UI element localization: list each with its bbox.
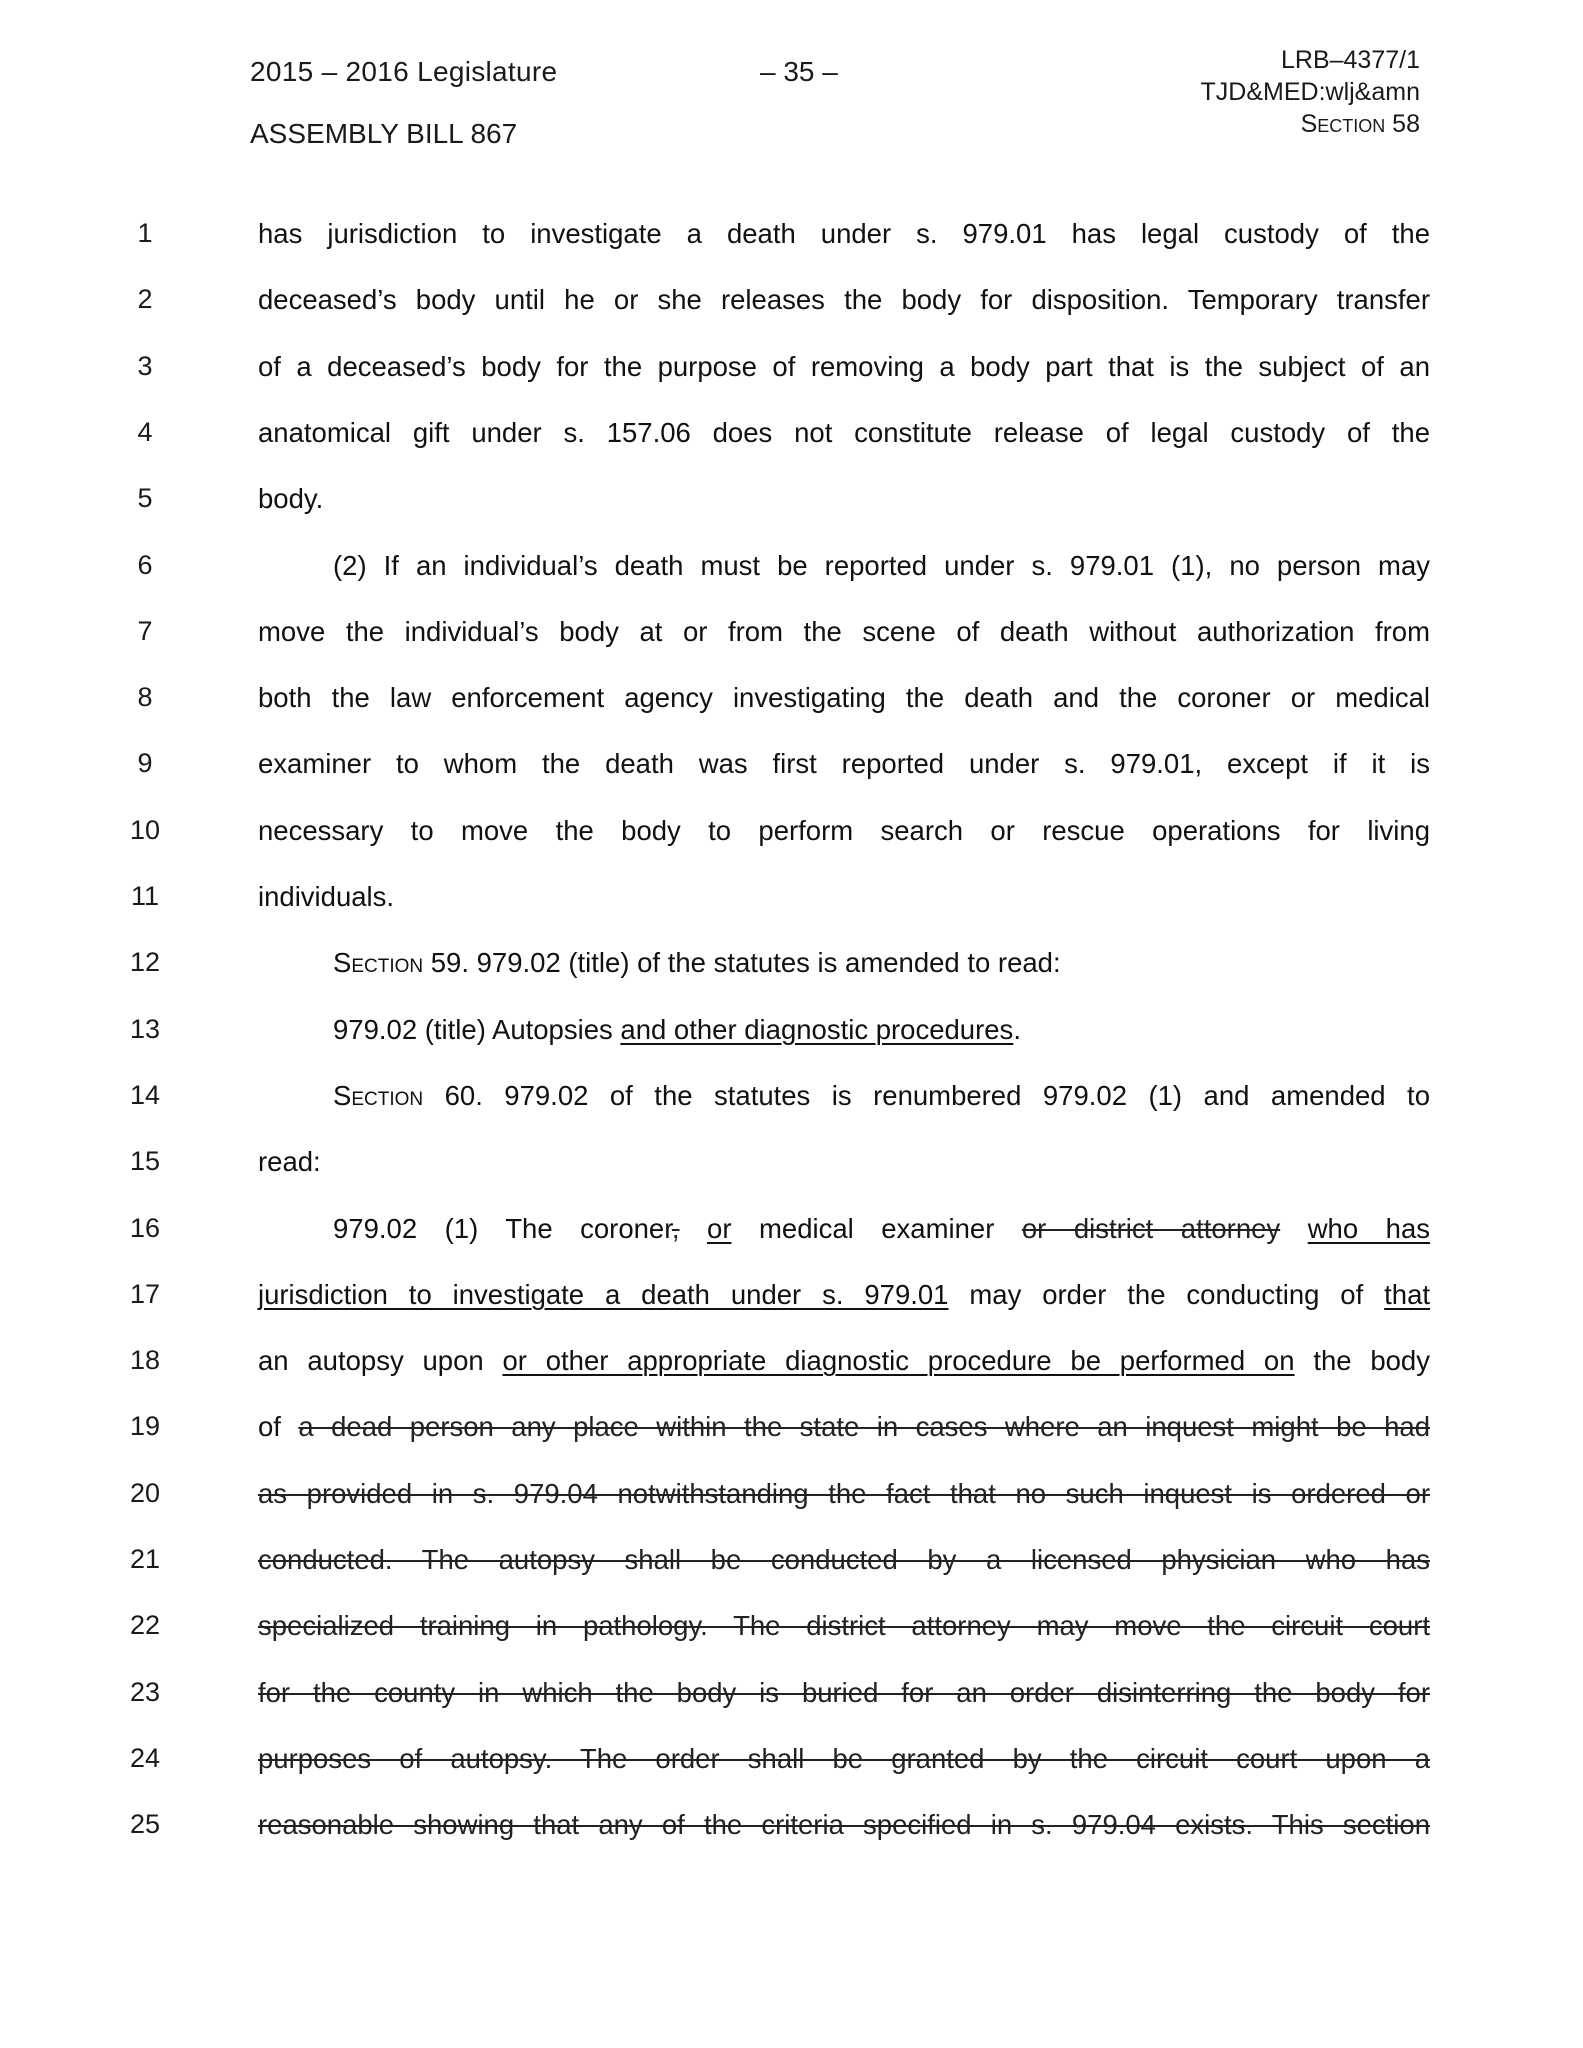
text-run: medical examiner xyxy=(731,1212,1022,1244)
bill-line xyxy=(0,815,1583,855)
line-number: 13 xyxy=(129,1013,161,1044)
line-number: 6 xyxy=(137,549,153,580)
text-run: . xyxy=(1013,1013,1021,1045)
inserted-text: that xyxy=(1384,1278,1431,1310)
deleted-text: , xyxy=(671,1212,680,1244)
line-text xyxy=(258,682,1430,714)
bill-line xyxy=(0,616,1583,656)
line-text xyxy=(258,1146,1430,1178)
text-run: 979.02 (1) The coroner xyxy=(333,1212,672,1244)
bill-line xyxy=(0,1677,1583,1717)
page-number: – 35 – xyxy=(760,56,838,87)
bill-line xyxy=(0,1014,1583,1054)
text-run: deceased’s body until he or she releases the body for disposition. Temporary transfer xyxy=(258,284,1430,316)
text-run: of a deceased’s body for the purpose of removing a body part that is the subject of an xyxy=(258,350,1430,382)
line-text xyxy=(258,1279,1430,1311)
text-run: of xyxy=(258,1411,299,1443)
bill-line xyxy=(0,1080,1583,1120)
line-text xyxy=(333,1213,1430,1245)
bill-line xyxy=(0,1478,1583,1518)
line-number: 24 xyxy=(129,1742,161,1773)
line-number: 21 xyxy=(129,1544,161,1574)
bill-line xyxy=(0,1809,1583,1849)
text-run xyxy=(680,1213,708,1244)
text-run: has jurisdiction to investigate a death under s. 979.01 has legal custody of the xyxy=(258,218,1430,249)
text-run: body. xyxy=(258,483,324,515)
deleted-text: as provided in s. 979.04 notwithstanding the fact that no such inquest is ordered or xyxy=(258,1477,1430,1509)
bill-line xyxy=(0,682,1583,722)
line-text xyxy=(333,550,1430,582)
deleted-text: conducted. The autopsy shall be conducted by a licensed physician who has xyxy=(258,1544,1430,1575)
drafter-initials: TJD&MED:wlj&amn xyxy=(1200,78,1420,106)
bill-line xyxy=(0,417,1583,457)
line-number: 1 xyxy=(137,218,153,248)
text-run: examiner to whom the death was first reported under s. 979.01, except if it is xyxy=(258,748,1430,780)
text-run: the body xyxy=(1294,1345,1430,1377)
inserted-text: or xyxy=(707,1212,732,1244)
text-run: anatomical gift under s. 157.06 does not constitute release of legal custody of the xyxy=(258,416,1430,448)
line-number: 25 xyxy=(129,1809,161,1840)
text-run: 59. 979.02 (title) of the statutes is amended to read: xyxy=(423,947,1061,979)
bill-line xyxy=(0,550,1583,590)
line-text xyxy=(258,1411,1430,1443)
bill-line xyxy=(0,1345,1583,1385)
line-number: 19 xyxy=(129,1411,161,1442)
line-text xyxy=(258,351,1430,383)
line-number: 11 xyxy=(130,881,160,911)
line-number: 16 xyxy=(129,1212,161,1243)
deleted-text: reasonable showing that any of the criteria specified in s. 979.04 exists. This section xyxy=(258,1809,1430,1841)
bill-line xyxy=(0,1146,1583,1186)
line-text xyxy=(258,417,1430,449)
bill-line xyxy=(0,1610,1583,1650)
text-run: 979.02 (title) Autopsies xyxy=(333,1013,621,1045)
text-run: an autopsy upon xyxy=(258,1345,503,1377)
line-text xyxy=(258,1544,1430,1576)
inserted-text: who has xyxy=(1307,1212,1430,1244)
inserted-text: or other appropriate diagnostic procedure be performed on xyxy=(502,1345,1295,1377)
text-run xyxy=(1280,1213,1308,1244)
line-number: 14 xyxy=(129,1079,161,1110)
line-number: 4 xyxy=(137,416,153,447)
bill-line xyxy=(0,284,1583,324)
draft-reference xyxy=(1201,44,1420,140)
line-text xyxy=(258,1677,1430,1709)
text-run: read: xyxy=(258,1146,321,1178)
line-text xyxy=(258,815,1430,847)
line-text xyxy=(258,1478,1430,1510)
text-run: (2) If an individual’s death must be reported under s. 979.01 (1), no person may xyxy=(333,549,1430,581)
line-number: 12 xyxy=(129,947,161,978)
line-number: 9 xyxy=(137,748,153,779)
inserted-text: jurisdiction to investigate a death under s. 979.01 xyxy=(258,1278,949,1310)
line-number: 18 xyxy=(129,1345,161,1376)
bill-line xyxy=(0,748,1583,788)
line-text xyxy=(258,1610,1430,1642)
deleted-text: for the county in which the body is buried for an order disinterring the body for xyxy=(258,1676,1430,1708)
text-run: individuals. xyxy=(258,881,395,912)
line-number: 3 xyxy=(137,350,153,381)
line-text xyxy=(258,284,1430,316)
section-label: Section 58 xyxy=(1300,110,1420,138)
line-text xyxy=(258,1809,1430,1841)
line-text xyxy=(333,1014,1430,1046)
line-number: 7 xyxy=(137,615,153,646)
bill-line xyxy=(0,218,1583,258)
bill-line xyxy=(0,1743,1583,1783)
line-number: 23 xyxy=(129,1676,161,1707)
line-number: 22 xyxy=(129,1610,161,1641)
line-text xyxy=(258,748,1430,780)
line-text xyxy=(258,218,1430,250)
line-number: 17 xyxy=(129,1278,161,1309)
bill-line xyxy=(0,483,1583,523)
line-number: 15 xyxy=(129,1146,161,1177)
line-text xyxy=(258,881,1430,913)
line-number: 5 xyxy=(137,483,153,514)
line-number: 2 xyxy=(137,284,153,315)
text-run: both the law enforcement agency investigating the death and the coroner or medical xyxy=(258,682,1430,714)
inserted-text: and other diagnostic procedures xyxy=(620,1013,1014,1045)
deleted-text: specialized training in pathology. The district attorney may move the circuit court xyxy=(258,1610,1430,1642)
bill-line xyxy=(0,947,1583,987)
bill-line xyxy=(0,1213,1583,1253)
bill-line xyxy=(0,881,1583,921)
line-text xyxy=(333,947,1430,979)
line-text xyxy=(258,616,1430,648)
text-run: may order the conducting of xyxy=(948,1278,1385,1310)
line-number: 10 xyxy=(129,814,161,845)
line-text xyxy=(258,1345,1430,1377)
deleted-text: purposes of autopsy. The order shall be granted by the circuit court upon a xyxy=(258,1742,1430,1774)
text-run: move the individual’s body at or from the scene of death without authorization from xyxy=(258,615,1430,647)
section-keyword: Section xyxy=(333,1079,424,1111)
line-number: 8 xyxy=(137,682,153,713)
line-text xyxy=(258,483,1430,515)
legislature-session: 2015 – 2016 Legislature xyxy=(250,56,558,87)
line-text xyxy=(333,1080,1430,1112)
bill-number: ASSEMBLY BILL 867 xyxy=(250,118,518,149)
line-number: 20 xyxy=(129,1477,161,1508)
bill-line xyxy=(0,1411,1583,1451)
deleted-text: a dead person any place within the state in cases where an inquest might be had xyxy=(298,1411,1430,1443)
lrb-number: LRB–4377/1 xyxy=(1280,46,1420,74)
bill-line xyxy=(0,1279,1583,1319)
bill-line xyxy=(0,1544,1583,1584)
line-text xyxy=(258,1743,1430,1775)
section-keyword: Section xyxy=(333,947,424,979)
deleted-text: or district attorney xyxy=(1021,1212,1281,1244)
text-run: 60. 979.02 of the statutes is renumbered 979.02 (1) and amended to xyxy=(423,1079,1430,1111)
bill-line xyxy=(0,351,1583,391)
text-run: necessary to move the body to perform search or rescue operations for living xyxy=(258,814,1430,846)
